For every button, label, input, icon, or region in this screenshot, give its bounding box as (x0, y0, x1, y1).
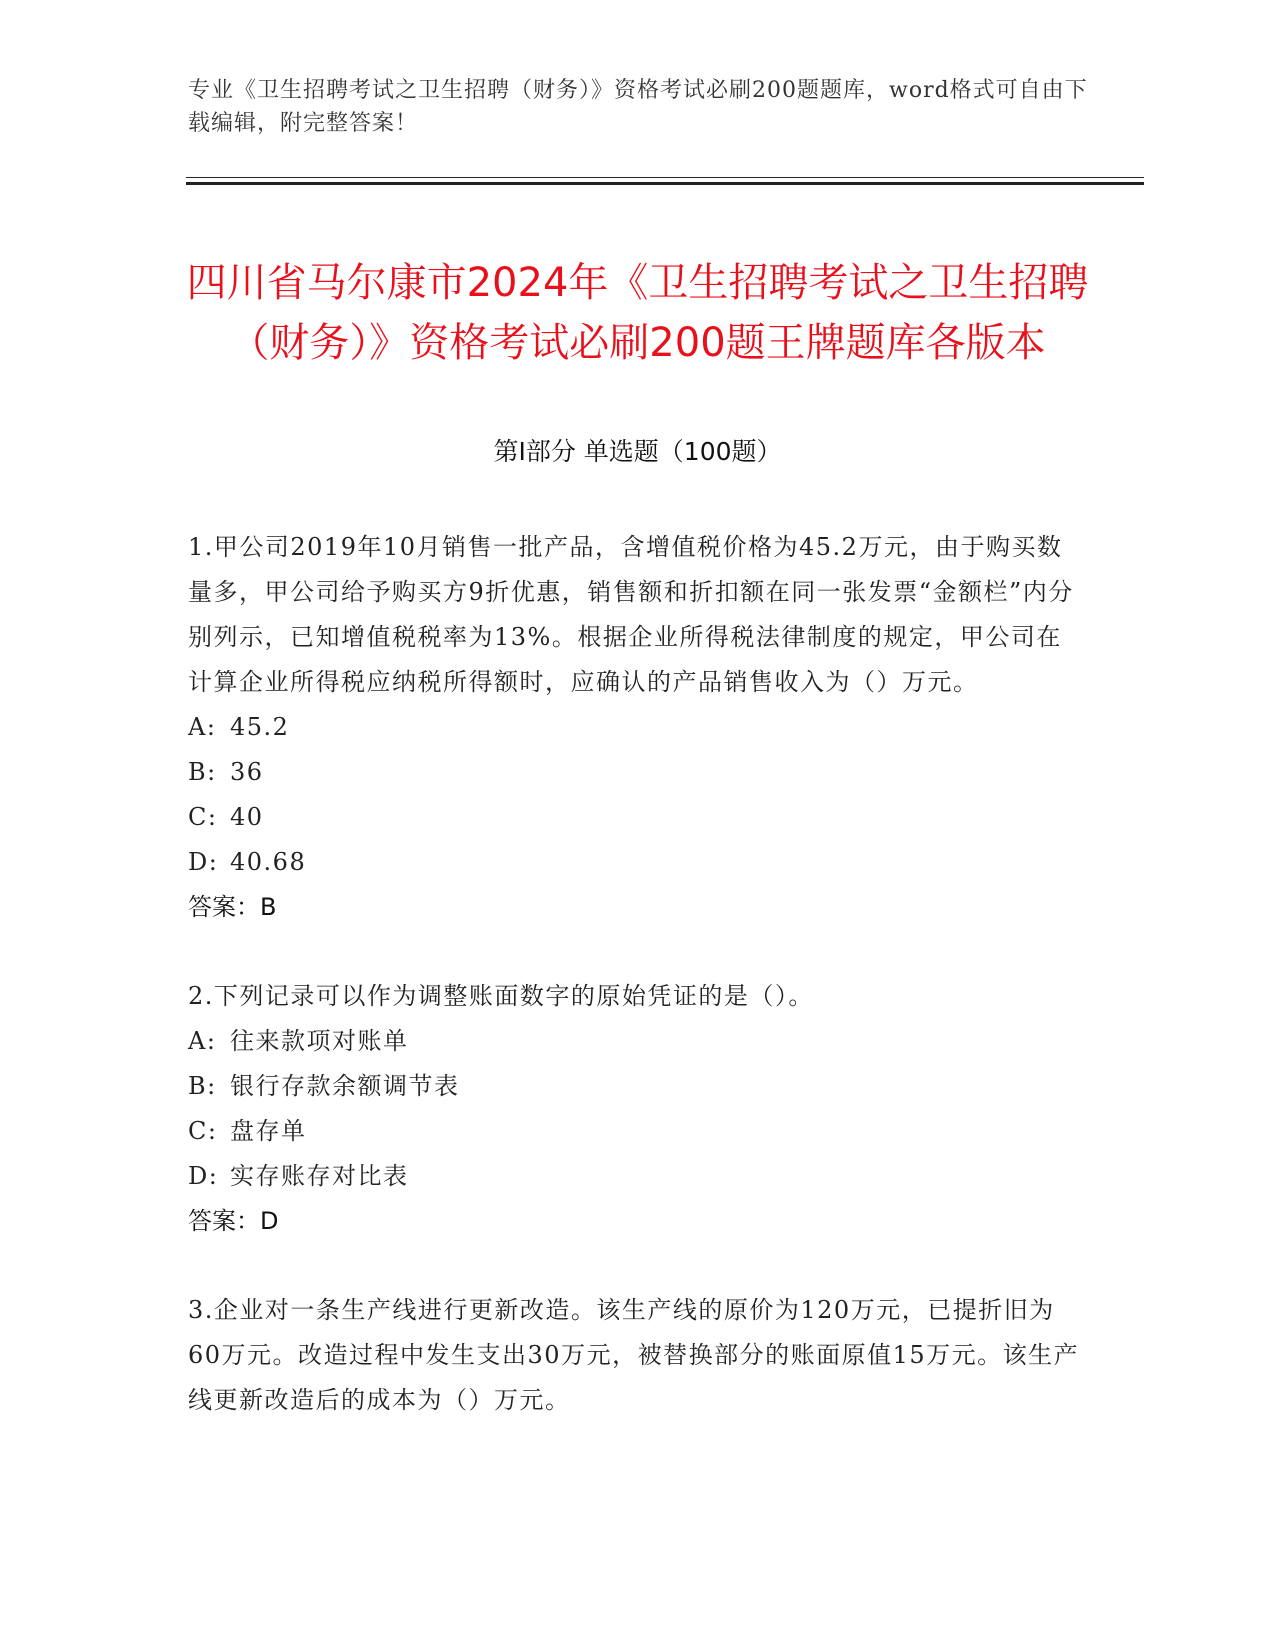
option-text: 40.68 (230, 848, 307, 876)
answer-line: 答案：B (188, 893, 277, 921)
question-2 (188, 974, 1083, 1243)
option-text: 45.2 (230, 713, 290, 741)
section-title: 第I部分 单选题（100题） (493, 437, 782, 466)
option-text: 36 (230, 758, 264, 786)
answer-line: 答案：D (188, 1207, 279, 1235)
option-letter: A: (188, 1027, 217, 1055)
option-letter: D: (188, 848, 219, 876)
option-text: 银行存款余额调节表 (230, 1072, 460, 1100)
question-3 (188, 1288, 1083, 1423)
option-text: 实存账存对比表 (230, 1162, 409, 1190)
option-letter: B: (188, 1072, 217, 1100)
option-letter: D: (188, 1162, 219, 1190)
header-divider-thin (186, 177, 1144, 178)
option-b (188, 750, 1083, 795)
option-d (188, 1154, 1083, 1199)
question-list (188, 525, 1083, 1468)
header-note: 专业《卫生招聘考试之卫生招聘（财务）》资格考试必刷200题题库，word格式可自由下载编辑，附完整答案！ (188, 78, 1088, 136)
header-divider-thick (186, 182, 1144, 185)
option-a (188, 1019, 1083, 1064)
option-letter: A: (188, 713, 217, 741)
option-letter: C: (188, 803, 218, 831)
option-c (188, 1109, 1083, 1154)
option-letter: C: (188, 1117, 218, 1145)
question-stem: 1.甲公司2019年10月销售一批产品，含增值税价格为45.2万元，由于购买数量多，甲公司给予购买方9折优惠，销售额和折扣额在同一张发票“金额栏”内分别列示，已知增值税税率为13%。根据企业所得税法律制度的规定，甲公司在计算企业所得税应纳税所得额时，应确认的产品销售收入为（）万元。 (188, 533, 1074, 696)
document-title: 四川省马尔康市2024年《卫生招聘考试之卫生招聘（财务）》资格考试必刷200题王牌题库各版本 (186, 259, 1089, 366)
option-d (188, 840, 1083, 885)
option-c (188, 795, 1083, 840)
option-a (188, 705, 1083, 750)
option-text: 往来款项对账单 (230, 1027, 409, 1055)
question-1 (188, 525, 1083, 929)
question-stem: 3.企业对一条生产线进行更新改造。该生产线的原价为120万元，已提折旧为60万元。改造过程中发生支出30万元，被替换部分的账面原值15万元。该生产线更新改造后的成本为（）万元。 (188, 1296, 1080, 1414)
option-letter: B: (188, 758, 217, 786)
option-text: 40 (230, 803, 264, 831)
option-text: 盘存单 (230, 1117, 307, 1145)
question-stem: 2.下列记录可以作为调整账面数字的原始凭证的是（）。 (188, 982, 814, 1010)
option-b (188, 1064, 1083, 1109)
